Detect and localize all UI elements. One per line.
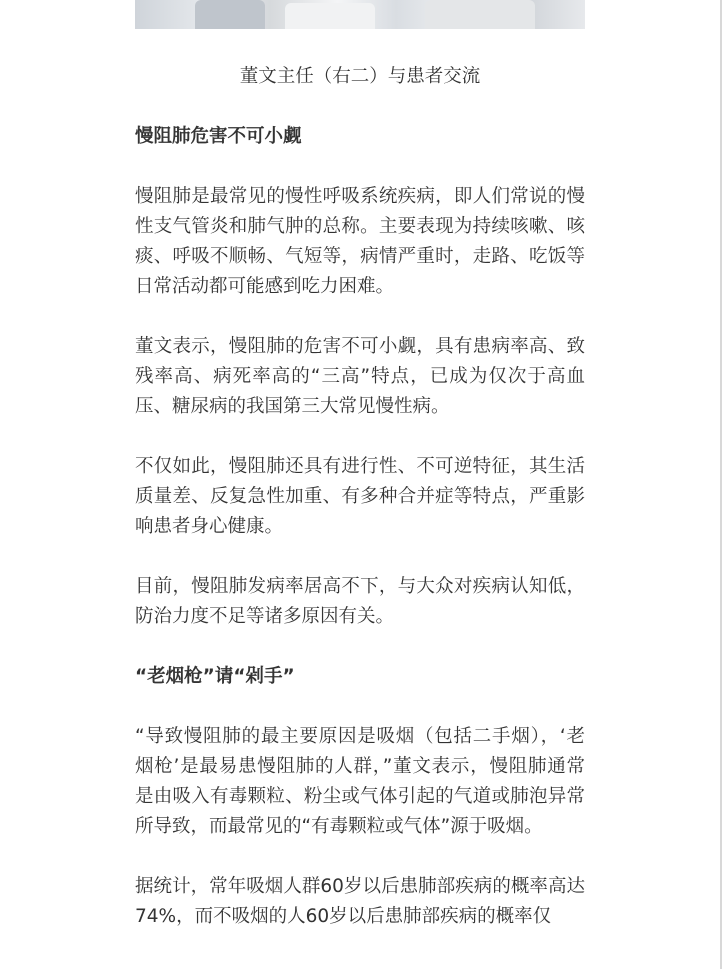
article-photo	[135, 0, 585, 29]
photo-caption: 董文主任（右二）与患者交流	[239, 66, 481, 87]
article-body	[135, 62, 585, 962]
paragraph: 不仅如此，慢阻肺还具有进行性、不可逆特征，其生活质量差、反复急性加重、有多种合并症等特点，严重影响患者身心健康。	[135, 456, 585, 537]
section-heading-copd-harm: 慢阻肺危害不可小觑	[135, 126, 302, 147]
section-heading-smokers: “老烟枪”请“剁手”	[135, 666, 295, 687]
photo-figure-center	[285, 3, 375, 29]
paragraph: 董文表示，慢阻肺的危害不可小觑，具有患病率高、致残率高、病死率高的“三高”特点，已成为仅次于高血压、糖尿病的我国第三大常见慢性病。	[135, 336, 585, 417]
paragraph: “导致慢阻肺的最主要原因是吸烟（包括二手烟），‘老烟枪’是最易患慢阻肺的人群，”董文表示，慢阻肺通常是由吸入有毒颗粒、粉尘或气体引起的气道或肺泡异常所导致，而最常见的“有毒颗粒或气体”源于吸烟。	[135, 726, 585, 837]
photo-figure-left	[195, 0, 265, 29]
paragraph: 目前，慢阻肺发病率居高不下，与大众对疾病认知低，防治力度不足等诸多原因有关。	[135, 576, 585, 627]
photo-figure-right	[425, 0, 535, 29]
paragraph: 慢阻肺是最常见的慢性呼吸系统疾病，即人们常说的慢性支气管炎和肺气肿的总称。主要表现为持续咳嗽、咳痰、呼吸不顺畅、气短等，病情严重时，走路、吃饭等日常活动都可能感到吃力困难。	[135, 186, 585, 297]
paragraph: 据统计，常年吸烟人群60岁以后患肺部疾病的概率高达74%，而不吸烟的人60岁以后患肺部疾病的概率仅	[135, 876, 585, 927]
